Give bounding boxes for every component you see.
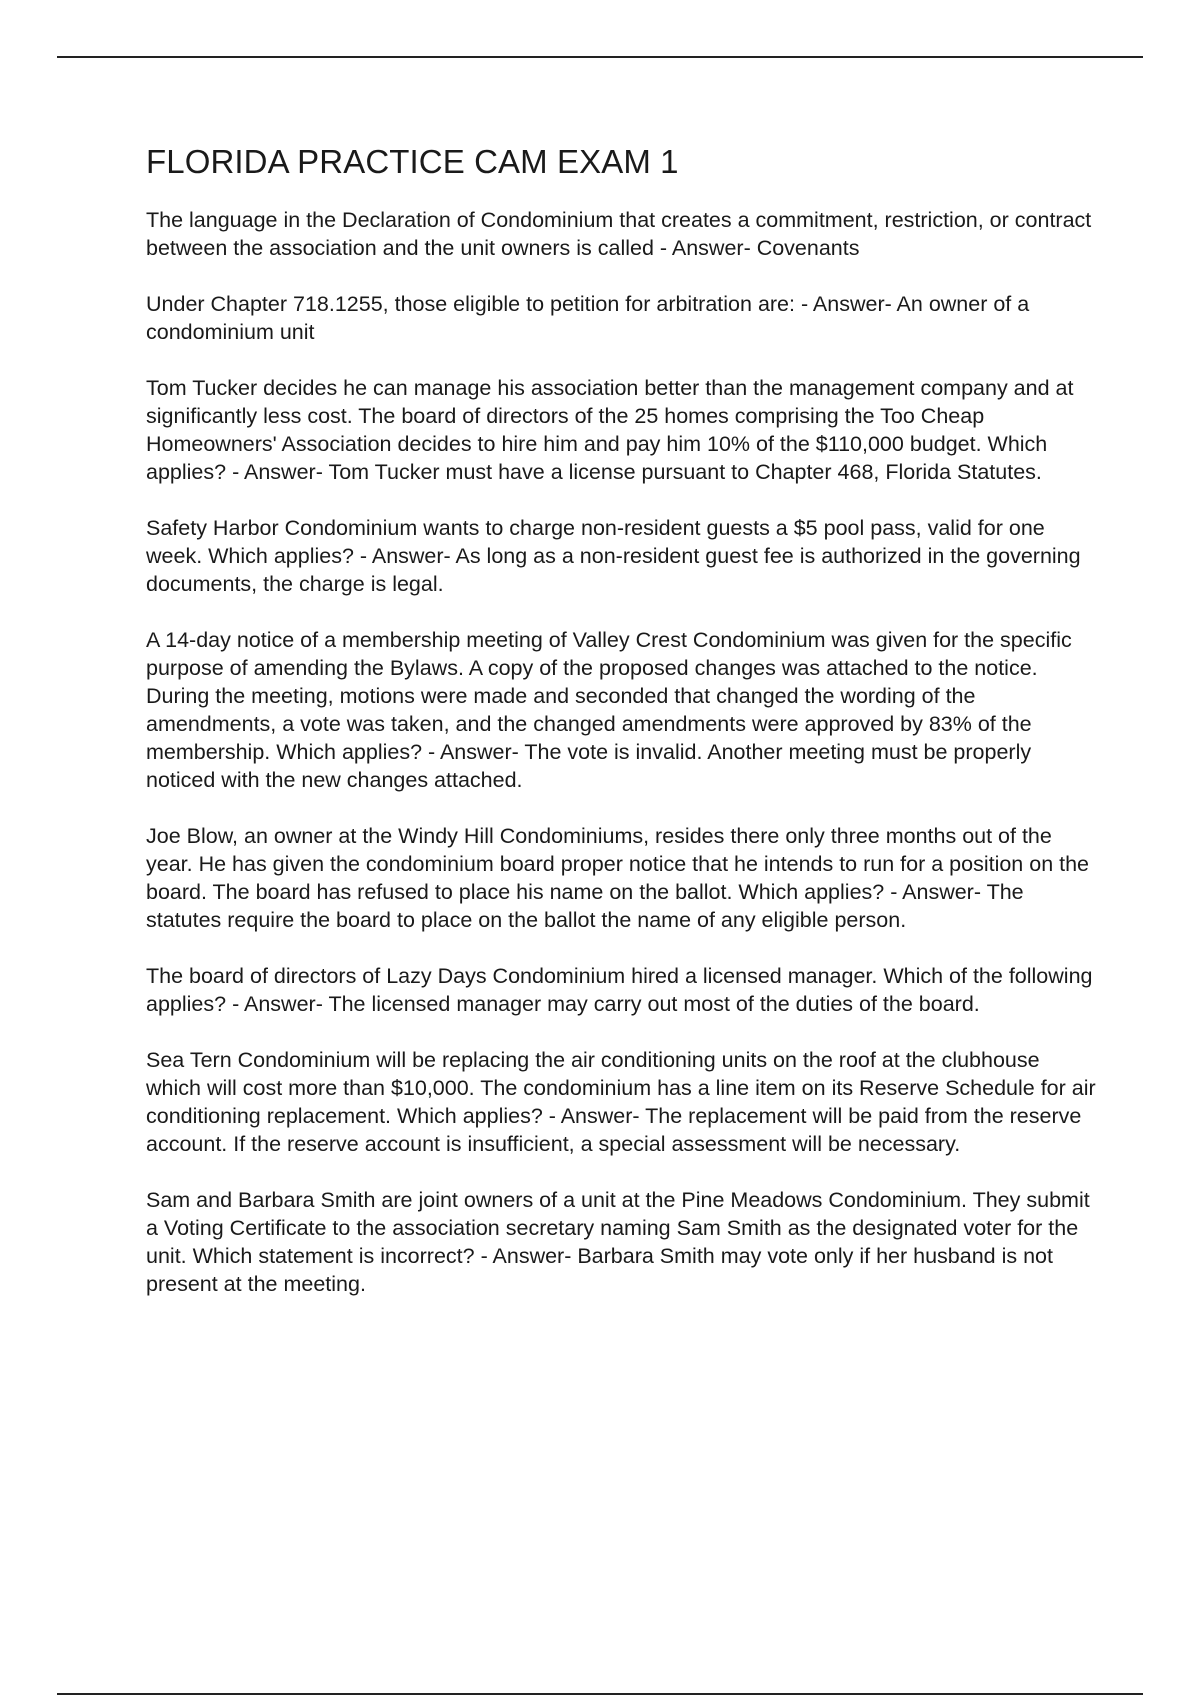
document-title: FLORIDA PRACTICE CAM EXAM 1	[146, 143, 679, 180]
top-divider	[57, 56, 1143, 58]
question-answer-9: Sam and Barbara Smith are joint owners of a unit at the Pine Meadows Condominium. They submit a Voting Certificate to the association secretary naming Sam Smith as the designated voter for the unit. Which statement is incorrect? - Answer- Barbara Smith may vote only if her husband is not present at the meeting.	[146, 1188, 1090, 1296]
question-answer-3: Tom Tucker decides he can manage his association better than the management company and at significantly less cost. The board of directors of the 25 homes comprising the Too Cheap Homeowners' Association decides to hire him and pay him 10% of the $110,000 budget. Which applies? - Answer- Tom Tucker must have a license pursuant to Chapter 468, Florida Statutes.	[146, 376, 1074, 484]
question-answer-8: Sea Tern Condominium will be replacing the air conditioning units on the roof at the clubhouse which will cost more than $10,000. The condominium has a line item on its Reserve Schedule for air conditioning replacement. Which applies? - Answer- The replacement will be paid from the reserve account. If the reserve account is insufficient, a special assessment will be necessary.	[146, 1048, 1096, 1156]
document-body	[146, 142, 1096, 1326]
question-answer-4: Safety Harbor Condominium wants to charge non-resident guests a $5 pool pass, valid for one week. Which applies? - Answer- As long as a non-resident guest fee is authorized in the governing documents, the charge is legal.	[146, 516, 1081, 596]
question-answer-5: A 14-day notice of a membership meeting of Valley Crest Condominium was given for the specific purpose of amending the Bylaws. A copy of the proposed changes was attached to the notice. During the meeting, motions were made and seconded that changed the wording of the amendments, a vote was taken, and the changed amendments were approved by 83% of the membership. Which applies? - Answer- The vote is invalid. Another meeting must be properly noticed with the new changes attached.	[146, 628, 1072, 792]
question-answer-1: The language in the Declaration of Condominium that creates a commitment, restriction, or contract between the association and the unit owners is called - Answer- Covenants	[146, 208, 1092, 260]
question-answer-6: Joe Blow, an owner at the Windy Hill Condominiums, resides there only three months out of the year. He has given the condominium board proper notice that he intends to run for a position on the board. The board has refused to place his name on the ballot. Which applies? - Answer- The statutes require the board to place on the ballot the name of any eligible person.	[146, 824, 1090, 932]
question-answer-7: The board of directors of Lazy Days Condominium hired a licensed manager. Which of the following applies? - Answer- The licensed manager may carry out most of the duties of the board.	[146, 964, 1093, 1016]
question-answer-2: Under Chapter 718.1255, those eligible to petition for arbitration are: - Answer- An owner of a condominium unit	[146, 292, 1030, 344]
bottom-divider	[57, 1693, 1143, 1695]
